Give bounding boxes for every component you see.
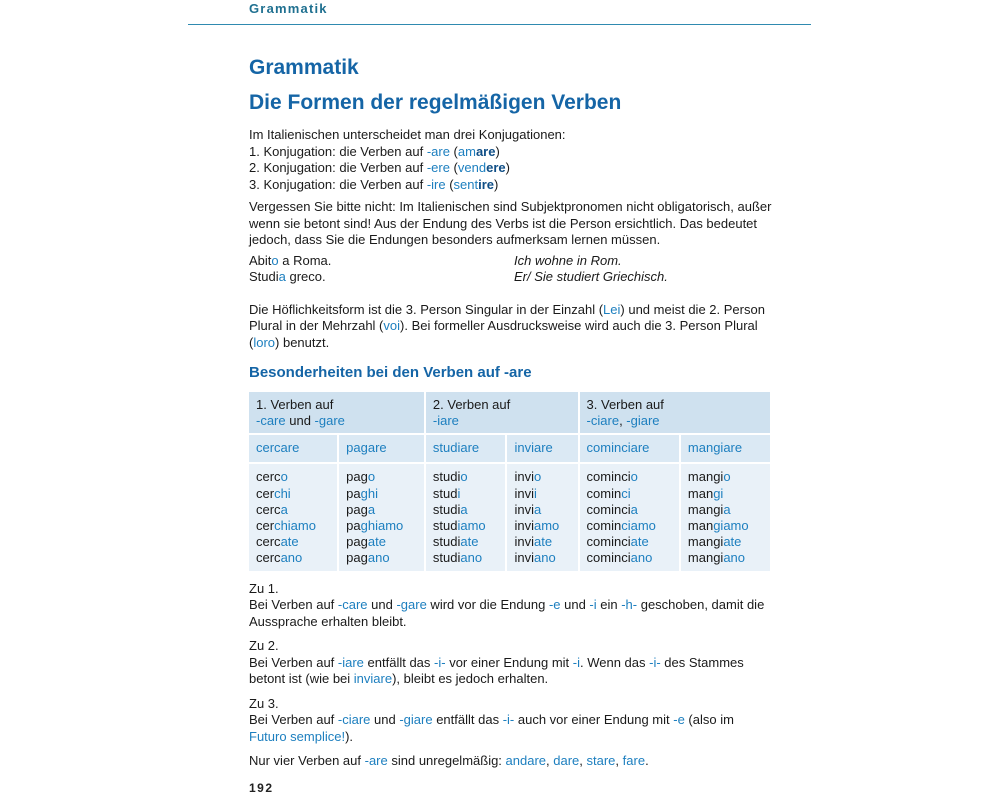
table-forms-row: [249, 464, 770, 570]
example-italian: Studia greco.: [249, 269, 326, 284]
verb-form: invii: [514, 485, 537, 501]
verb-form: mangia: [687, 501, 731, 517]
conjugation-2: 2. Konjugation: die Verben auf -ere (vendere): [249, 160, 510, 175]
infinitive-cell: mangiare: [681, 435, 770, 462]
examples: [249, 253, 774, 286]
verb-form: cercano: [256, 550, 303, 566]
forms-cell: [681, 464, 770, 570]
intro-line: Im Italienischen unterscheidet man drei Konjugationen:: [249, 127, 566, 142]
section-title: Grammatik: [249, 56, 359, 79]
conjugation-3: 3. Konjugation: die Verben auf -ire (sentire): [249, 176, 499, 192]
verb-form: studiate: [432, 534, 479, 550]
infinitive-cell: cominciare: [580, 435, 679, 462]
subheading: Besonderheiten bei den Verben auf -are: [249, 364, 532, 381]
infinitive-cell: pagare: [339, 435, 424, 462]
verb-form: paghiamo: [346, 518, 404, 534]
remark-3: [249, 696, 774, 746]
verb-form: studiamo: [432, 518, 486, 534]
verb-form: cominci: [586, 485, 631, 501]
header-rule: [188, 24, 811, 25]
example-italian: Abito a Roma.: [249, 252, 332, 268]
verb-form: cerchiamo: [256, 518, 316, 534]
remark-1: [249, 581, 774, 631]
group-header: 2. Verben auf -iare: [426, 392, 578, 433]
verb-form: comincia: [586, 501, 638, 517]
verb-form: paga: [346, 501, 376, 517]
verb-form: inviamo: [514, 518, 560, 534]
remarks: [249, 581, 774, 770]
table-group-row: [249, 392, 770, 433]
forms-cell: [580, 464, 679, 570]
verb-form: pago: [346, 469, 376, 485]
verb-form: mangiate: [687, 534, 742, 550]
forms-cell: [426, 464, 506, 570]
remark-text: Bei Verben auf -care und -gare wird vor die Endung -e und -i ein -h- geschoben, damit die Aussprache erhalten bleibt.: [249, 597, 765, 629]
infinitive-cell: studiare: [426, 435, 506, 462]
verb-form: cercate: [256, 534, 299, 550]
forms-cell: [249, 464, 337, 570]
intro-block: [249, 127, 774, 193]
verb-form: cominciate: [586, 534, 649, 550]
remark-text: Bei Verben auf -iare entfällt das -i- vor einer Endung mit -i. Wenn das -i- des Stammes betont ist (wie bei inviare), bleibt es jedoch erhalten.: [249, 654, 744, 687]
irregular-verbs-note: Nur vier Verben auf -are sind unregelmäßig: andare, dare, stare, fare.: [249, 753, 649, 769]
example-row: [249, 253, 774, 270]
remark-label: Zu 3.: [249, 695, 279, 711]
table-infinitive-row: [249, 435, 770, 462]
page-content: [249, 55, 774, 770]
verb-form: studio: [432, 469, 468, 485]
verb-form: pagano: [346, 550, 390, 566]
conjugation-1: 1. Konjugation: die Verben auf -are (amare): [249, 143, 500, 159]
remark-label: Zu 2.: [249, 638, 279, 654]
note-paragraph: Vergessen Sie bitte nicht: Im Italienischen sind Subjektpronomen nicht obligatorisch, außer wenn sie betont sind! Aus der Endung des Verbs ist die Person ersichtlich. Das bedeutet jedoch, dass Sie die Endungen besonders aufmerksam lernen müssen.: [249, 199, 772, 247]
verb-form: comincio: [586, 469, 638, 485]
example-row: [249, 269, 774, 286]
forms-cell: [507, 464, 577, 570]
verb-form: cerca: [256, 501, 288, 517]
remark-text: Bei Verben auf -ciare und -giare entfällt das -i- auch vor einer Endung mit -e (also im Futuro semplice!).: [249, 712, 734, 744]
verb-form: cerco: [256, 469, 288, 485]
verb-form: studi: [432, 485, 461, 501]
example-translation: Er/ Sie studiert Griechisch.: [514, 269, 668, 284]
example-translation: Ich wohne in Rom.: [514, 252, 622, 268]
remark-label: Zu 1.: [249, 580, 279, 596]
courtesy-paragraph: Die Höflichkeitsform ist die 3. Person Singular in der Einzahl (Lei) und meist die 2. Person Plural in der Mehrzahl (voi). Bei formeller Ausdrucksweise wird auch die 3. Person Plural (loro) benutzt.: [249, 301, 765, 350]
verb-form: mangio: [687, 469, 731, 485]
verb-form: studia: [432, 501, 468, 517]
verb-form: mangiamo: [687, 518, 749, 534]
verb-form: mangi: [687, 485, 724, 501]
verb-form: invio: [514, 469, 542, 485]
running-head: Grammatik: [249, 1, 328, 16]
group-header: 1. Verben auf -care und -gare: [249, 392, 424, 433]
verb-form: inviate: [514, 534, 553, 550]
verb-form: invia: [514, 501, 542, 517]
remark-2: [249, 638, 774, 688]
verb-form: pagate: [346, 534, 386, 550]
forms-cell: [339, 464, 424, 570]
verb-form: cominciano: [586, 550, 653, 566]
page-number: 192: [249, 781, 274, 795]
verb-form: studiano: [432, 550, 483, 566]
verb-form: mangiano: [687, 550, 746, 566]
infinitive-cell: cercare: [249, 435, 337, 462]
group-header: 3. Verben auf -ciare, -giare: [580, 392, 770, 433]
verb-form: cominciamo: [586, 518, 656, 534]
verb-form: cerchi: [256, 485, 291, 501]
conjugation-table: [247, 390, 772, 573]
verb-form: inviano: [514, 550, 556, 566]
infinitive-cell: inviare: [507, 435, 577, 462]
verb-form: paghi: [346, 485, 378, 501]
page-title: Die Formen der regelmäßigen Verben: [249, 91, 622, 114]
